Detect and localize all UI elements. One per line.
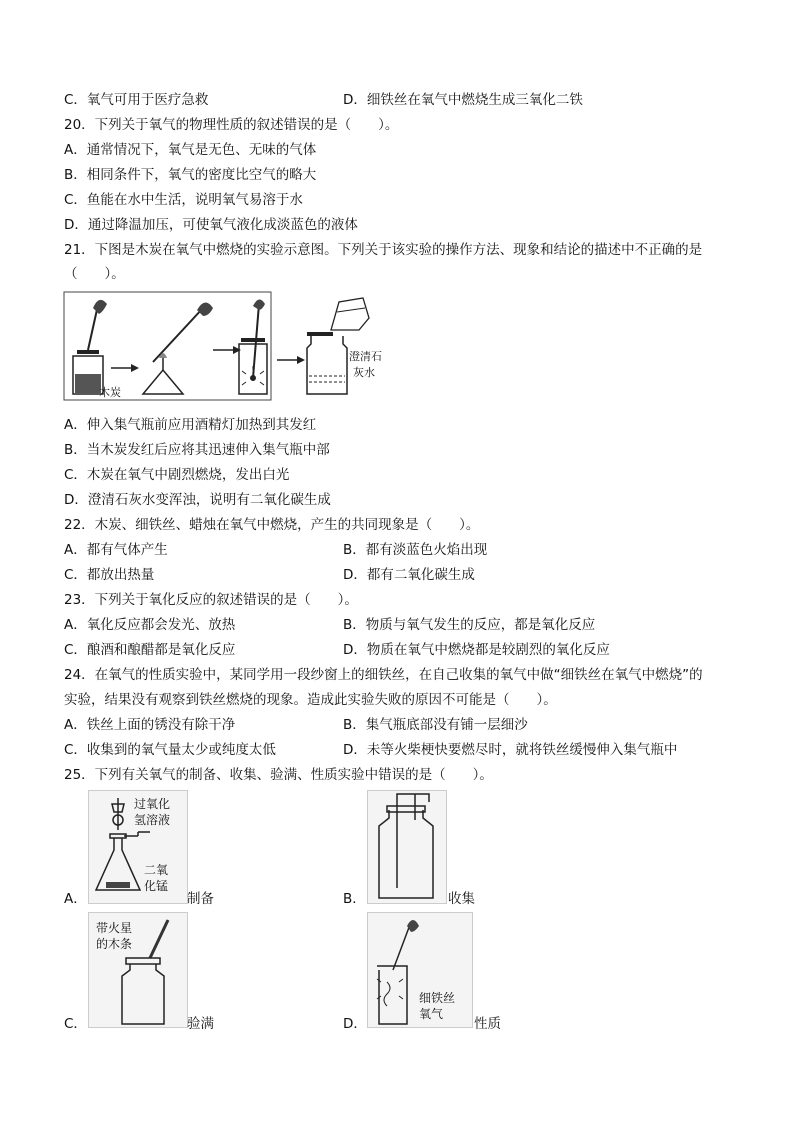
option-b-letter: B． — [343, 891, 366, 907]
svg-text:灰水: 灰水 — [353, 366, 375, 379]
option-d: D．澄清石灰水变浑浊，说明有二氧化碳生成 — [64, 492, 331, 508]
svg-text:细铁丝: 细铁丝 — [419, 991, 456, 1005]
option-d: D．通过降温加压，可使氧气液化成淡蓝色的液体 — [64, 217, 358, 233]
question-stem: 23．下列关于氧化反应的叙述错误的是（ ）。 — [64, 592, 358, 608]
svg-text:澄清石: 澄清石 — [349, 350, 382, 363]
option-b-text: 收集 — [448, 891, 475, 907]
option-b: B．物质与氧气发生的反应，都是氧化反应 — [343, 617, 596, 633]
svg-text:木炭: 木炭 — [99, 386, 121, 399]
option-c: C．收集到的氧气量太少或纯度太低 — [64, 742, 276, 758]
svg-text:带火星: 带火星 — [96, 921, 133, 935]
full-check-figure — [88, 912, 188, 1028]
option-c: C．木炭在氧气中剧烈燃烧，发出白光 — [64, 467, 290, 483]
option-b: B．当木炭发红后应将其迅速伸入集气瓶中部 — [64, 442, 330, 458]
option-d: D．未等火柴梗快要燃尽时，就将铁丝缓慢伸入集气瓶中 — [343, 742, 678, 758]
svg-text:氢溶液: 氢溶液 — [134, 813, 171, 827]
option-d: D．都有二氧化碳生成 — [343, 567, 475, 583]
option-d: D．物质在氧气中燃烧都是较剧烈的氧化反应 — [343, 642, 610, 658]
bottle-limewater — [307, 298, 382, 394]
alcohol-lamp-heating — [143, 302, 213, 394]
question-stem: 22．木炭、细铁丝、蜡烛在氧气中燃烧，产生的共同现象是（ ）。 — [64, 517, 480, 533]
iron-wire-property-figure — [367, 912, 473, 1028]
option-a: A．铁丝上面的锈没有除干净 — [64, 717, 236, 733]
question-stem-cont: （ ）。 — [64, 266, 125, 282]
question-stem: 25．下列有关氧气的制备、收集、验满、性质实验中错误的是（ ）。 — [64, 767, 493, 783]
svg-text:氧气: 氧气 — [419, 1007, 444, 1021]
option-d-letter: D． — [343, 1016, 367, 1032]
option-a: A．氧化反应都会发光、放热 — [64, 617, 236, 633]
collection-bottle-figure — [367, 790, 447, 904]
option-c-letter: C． — [64, 1016, 87, 1032]
option-b: B．集气瓶底部没有铺一层细沙 — [343, 717, 528, 733]
option-a-text: 制备 — [187, 891, 214, 907]
option-a: A．通常情况下，氧气是无色、无味的气体 — [64, 142, 317, 158]
question-stem-cont: 实验，结果没有观察到铁丝燃烧的现象。造成此实验失败的原因不可能是（ ）。 — [64, 692, 557, 708]
svg-text:化锰: 化锰 — [144, 879, 169, 893]
option-c: C．氧气可用于医疗急救 — [64, 92, 209, 108]
question-stem: 20．下列关于氧气的物理性质的叙述错误的是（ ）。 — [64, 117, 399, 133]
svg-text:二氧: 二氧 — [144, 863, 169, 877]
option-c: C．鱼能在水中生活，说明氧气易溶于水 — [64, 192, 303, 208]
option-a: A．都有气体产生 — [64, 542, 168, 558]
question-stem: 24．在氧气的性质实验中，某同学用一段纱窗上的细铁丝，在自己收集的氧气中做“细铁丝在氧气中燃烧”的 — [64, 667, 703, 683]
svg-text:的木条: 的木条 — [96, 937, 133, 951]
option-a: A．伸入集气瓶前应用酒精灯加热到其发红 — [64, 417, 317, 433]
option-c: C．都放出热量 — [64, 567, 155, 583]
option-c-text: 验满 — [187, 1016, 214, 1032]
option-c: C．酿酒和酿醋都是氧化反应 — [64, 642, 236, 658]
charcoal-combustion-figure — [63, 290, 393, 402]
option-a-letter: A． — [64, 891, 87, 907]
bottle-with-charcoal — [73, 300, 121, 399]
svg-text:过氧化: 过氧化 — [134, 797, 171, 811]
option-d-text: 性质 — [474, 1016, 501, 1032]
option-b: B．都有淡蓝色火焰出现 — [343, 542, 488, 558]
bottle-burning — [239, 299, 267, 394]
option-b: B．相同条件下，氧气的密度比空气的略大 — [64, 167, 317, 183]
option-d: D．细铁丝在氧气中燃烧生成三氧化二铁 — [343, 92, 583, 108]
preparation-apparatus-figure — [88, 790, 188, 904]
question-stem: 21．下图是木炭在氧气中燃烧的实验示意图。下列关于该实验的操作方法、现象和结论的描述中不正确的是 — [64, 242, 703, 258]
